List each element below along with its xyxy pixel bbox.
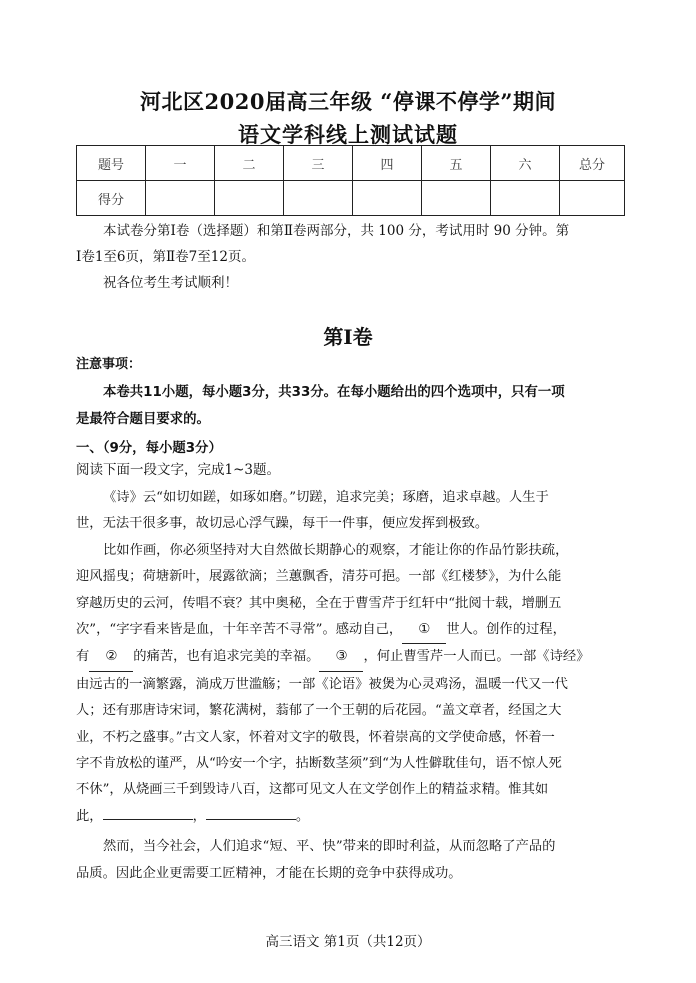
- passage-line: [76, 644, 626, 671]
- passage-line: [76, 617, 626, 644]
- notice-line-1: 本卷共11小题，每小题3分，共33分。在每小题给出的四个选项中，只有一项: [103, 385, 565, 400]
- score-cell-label: 题号: [77, 146, 146, 181]
- passage-line: 业，不朽之盛事。”古文人家，怀着对文字的敬畏，怀着崇高的文学使命感，怀着一: [76, 729, 555, 745]
- exam-title-line2: 语文学科线上测试试题: [238, 122, 458, 147]
- score-table-header-row: [77, 146, 625, 181]
- passage-line: [76, 804, 626, 830]
- score-cell-4: 四: [353, 146, 422, 181]
- passage-text: ，何止曹雪芹一人而已。一部《诗经》: [363, 649, 590, 665]
- score-cell-5: 五: [422, 146, 491, 181]
- reading-passage: [76, 485, 626, 887]
- section-instruction: 阅读下面一段文字，完成1~3题。: [76, 462, 280, 478]
- passage-line: 由远古的一滴繁露，淌成万世滥觞；一部《论语》被煲为心灵鸡汤，温暖一代又一代: [76, 676, 568, 692]
- passage-line: 然而，当今社会，人们追求“短、平、快”带来的即时利益，从而忽略了产品的: [103, 839, 556, 855]
- answer-blank-a[interactable]: [103, 819, 193, 820]
- passage-line: 世，无法干很多事，故切忌心浮气躁，每干一件事，便应发挥到极致。: [76, 516, 489, 532]
- passage-line: 品质。因此企业更需要工匠精神，才能在长期的竞争中获得成功。: [76, 865, 462, 881]
- score-table: [76, 145, 625, 216]
- blank-2[interactable]: ②: [89, 644, 133, 671]
- intro-wish: 祝各位考生考试顺利！: [103, 275, 238, 291]
- passage-text: 。: [295, 808, 310, 824]
- intro-line-1: 本试卷分第Ⅰ卷（选择题）和第Ⅱ卷两部分，共 100 分，考试用时 90 分钟。第: [103, 223, 570, 239]
- passage-line: 穿越历史的云河，传唱不衰？其中奥秘，全在于曹雪芹于红轩中“批阅十载，增删五: [76, 595, 562, 611]
- passage-line: 人；还有那唐诗宋词，繁花满树，蓊郁了一个王朝的后花园。“盖文章者，经国之大: [76, 703, 562, 719]
- blank-1[interactable]: ①: [402, 617, 446, 644]
- passage-line: 迎风摇曳；荷塘新叶，展露欲滴；兰蕙飘香，清芬可挹。一部《红楼梦》，为什么能: [76, 569, 562, 585]
- score-cell-6: 六: [491, 146, 560, 181]
- score-cell-total: 总分: [560, 146, 625, 181]
- passage-text: ，: [192, 808, 206, 824]
- passage-text: 次”，“字字看来皆是血，十年辛苦不寻常”。感动自己，: [76, 622, 403, 638]
- part-heading: 第Ⅰ卷: [323, 325, 373, 349]
- passage-text: 世人。创作的过程，: [446, 622, 566, 638]
- passage-line: 比如作画，你必须坚持对大自然做长期静心的观察，才能让你的作品竹影扶疏，: [103, 542, 569, 558]
- intro-line-2: Ⅰ卷1至6页，第Ⅱ卷7至12页。: [76, 249, 255, 265]
- passage-text: 此，: [76, 808, 103, 824]
- score-input-6[interactable]: [491, 181, 560, 216]
- score-input-5[interactable]: [422, 181, 491, 216]
- score-input-3[interactable]: [284, 181, 353, 216]
- score-input-4[interactable]: [353, 181, 422, 216]
- notice-title: 注意事项：: [76, 357, 142, 372]
- score-input-1[interactable]: [146, 181, 215, 216]
- score-cell-3: 三: [284, 146, 353, 181]
- passage-text: 有: [76, 649, 90, 665]
- score-input-total[interactable]: [560, 181, 625, 216]
- passage-line: 字不肯放松的谨严，从“吟安一个字，拈断数茎须”到“为人性僻耽佳句，语不惊人死: [76, 756, 562, 772]
- answer-blank-b[interactable]: [206, 819, 296, 820]
- score-table-score-row: [77, 181, 625, 216]
- score-cell-2: 二: [215, 146, 284, 181]
- passage-line: 《诗》云“如切如蹉，如琢如磨。”切蹉，追求完美；琢磨，追求卓越。人生于: [103, 490, 549, 505]
- section-title: 一、（9分，每小题3分）: [76, 441, 222, 456]
- exam-title-line1: 河北区2020届高三年级 “停课不停学”期间: [140, 89, 556, 114]
- page-footer: 高三语文 第1页（共12页）: [265, 934, 431, 950]
- blank-3[interactable]: ③: [319, 644, 363, 671]
- passage-line: 不休”，从烧画三千到毁诗八百，这都可见文人在文学创作上的精益求精。惟其如: [76, 782, 549, 798]
- score-cell-1: 一: [146, 146, 215, 181]
- score-input-2[interactable]: [215, 181, 284, 216]
- notice-line-2: 是最符合题目要求的。: [76, 412, 210, 427]
- passage-text: 的痛苦，也有追求完美的幸福。: [133, 649, 320, 665]
- score-row-label: 得分: [77, 181, 146, 216]
